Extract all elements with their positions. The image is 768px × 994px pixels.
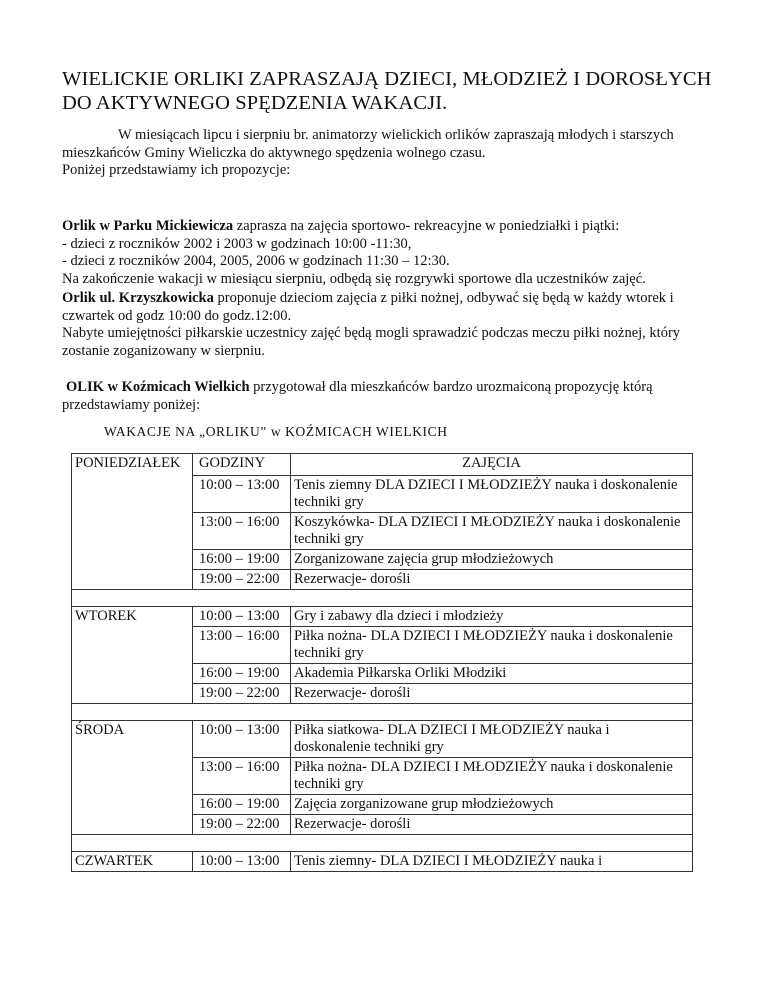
spacer-row (72, 704, 693, 721)
krzyszkowicka-orlik-name: Orlik ul. Krzyszkowicka (62, 290, 214, 306)
time-cell: 19:00 – 22:00 (193, 684, 291, 704)
spacer-cell (72, 704, 693, 721)
park-orlik-name: Orlik w Parku Mickiewicza (62, 218, 234, 234)
day-cell-monday: PONIEDZIAŁEK (72, 454, 193, 590)
activity-cell: Tenis ziemny- DLA DZIECI I MŁODZIEŻY nauka i (291, 852, 693, 872)
activity-cell: Tenis ziemny DLA DZIECI I MŁODZIEŻY nauka i doskonalenie techniki gry (291, 476, 693, 513)
intro-line-2: Poniżej przedstawiamy ich propozycje: (62, 162, 291, 179)
day-cell-thursday: CZWARTEK (72, 852, 193, 872)
activity-cell: Rezerwacje- dorośli (291, 815, 693, 835)
time-cell: 10:00 – 13:00 (193, 721, 291, 758)
day-cell-tuesday: WTOREK (72, 607, 193, 704)
schedule-table (71, 453, 693, 872)
time-cell: 16:00 – 19:00 (193, 795, 291, 815)
krzyszkowicka-text: proponuje dzieciom zajęcia z piłki nożnej, odbywać się będą w każdy wtorek i czwartek od godz 10:00 do godz.12:00. (62, 290, 674, 324)
spacer-row (72, 835, 693, 852)
park-orlik-text: zaprasza na zajęcia sportowo- rekreacyjne w poniedziałki i piątki: (233, 218, 620, 234)
table-row (72, 852, 693, 872)
kozmice-text: przygotował dla mieszkańców bardzo urozmaiconą propozycję którą przedstawiamy poniżej: (62, 379, 653, 413)
activity-cell: Akademia Piłkarska Orliki Młodziki (291, 664, 693, 684)
table-row (72, 721, 693, 758)
park-item-2: - dzieci z roczników 2004, 2005, 2006 w godzinach 11:30 – 12:30. (62, 253, 450, 270)
time-cell: 16:00 – 19:00 (193, 664, 291, 684)
intro-paragraph (62, 127, 712, 180)
spacer-cell (72, 590, 693, 607)
time-cell: 13:00 – 16:00 (193, 627, 291, 664)
activity-cell: Koszykówka- DLA DZIECI I MŁODZIEŻY nauka i doskonalenie techniki gry (291, 513, 693, 550)
activity-cell: Piłka nożna- DLA DZIECI I MŁODZIEŻY nauka i doskonalenie techniki gry (291, 627, 693, 664)
document-title: WIELICKIE ORLIKI ZAPRASZAJĄ DZIECI, MŁODZIEŻ I DOROSŁYCH DO AKTYWNEGO SPĘDZENIA WAKACJI. (62, 68, 712, 114)
time-cell: 19:00 – 22:00 (193, 815, 291, 835)
header-activities: ZAJĘCIA (291, 454, 693, 476)
spacer-row (72, 590, 693, 607)
spacer-cell (72, 835, 693, 852)
kozmice-paragraph (62, 379, 712, 414)
activity-cell: Rezerwacje- dorośli (291, 684, 693, 704)
time-cell: 16:00 – 19:00 (193, 550, 291, 570)
time-cell: 10:00 – 13:00 (193, 607, 291, 627)
krzyszkowicka-closing: Nabyte umiejętności piłkarskie uczestnicy zajęć będą mogli sprawadzić podczas meczu piłki nożnej, który zostanie zoganizowany w sierpniu. (62, 325, 681, 359)
intro-line-1: W miesiącach lipcu i sierpniu br. animatorzy wielickich orlików zapraszają młodych i starszych mieszkańców Gminy Wieliczka do aktywnego spędzenia wolnego czasu. (62, 127, 674, 161)
activity-cell: Gry i zabawy dla dzieci i młodzieży (291, 607, 693, 627)
kozmice-orlik-name: OLIK w Koźmicach Wielkich (66, 379, 250, 395)
time-cell: 10:00 – 13:00 (193, 476, 291, 513)
activity-cell: Piłka nożna- DLA DZIECI I MŁODZIEŻY nauka i doskonalenie techniki gry (291, 758, 693, 795)
activity-cell: Zajęcia zorganizowane grup młodzieżowych (291, 795, 693, 815)
park-paragraph (62, 218, 712, 288)
activity-cell: Piłka siatkowa- DLA DZIECI I MŁODZIEŻY nauka i doskonalenie techniki gry (291, 721, 693, 758)
day-cell-wednesday: ŚRODA (72, 721, 193, 835)
time-cell: 10:00 – 13:00 (193, 852, 291, 872)
time-cell: 13:00 – 16:00 (193, 758, 291, 795)
krzyszkowicka-paragraph (62, 290, 712, 360)
table-header-row (72, 454, 693, 476)
table-row (72, 607, 693, 627)
time-cell: 19:00 – 22:00 (193, 570, 291, 590)
park-closing: Na zakończenie wakacji w miesiącu sierpniu, odbędą się rozgrywki sportowe dla uczestników zajęć. (62, 270, 646, 287)
park-item-1: - dzieci z roczników 2002 i 2003 w godzinach 10:00 -11:30, (62, 235, 412, 252)
activity-cell: Zorganizowane zajęcia grup młodzieżowych (291, 550, 693, 570)
header-hours: GODZINY (193, 454, 291, 476)
time-cell: 13:00 – 16:00 (193, 513, 291, 550)
schedule-title: WAKACJE NA „ORLIKU” w KOŹMICACH WIELKICH (104, 424, 448, 439)
activity-cell: Rezerwacje- dorośli (291, 570, 693, 590)
